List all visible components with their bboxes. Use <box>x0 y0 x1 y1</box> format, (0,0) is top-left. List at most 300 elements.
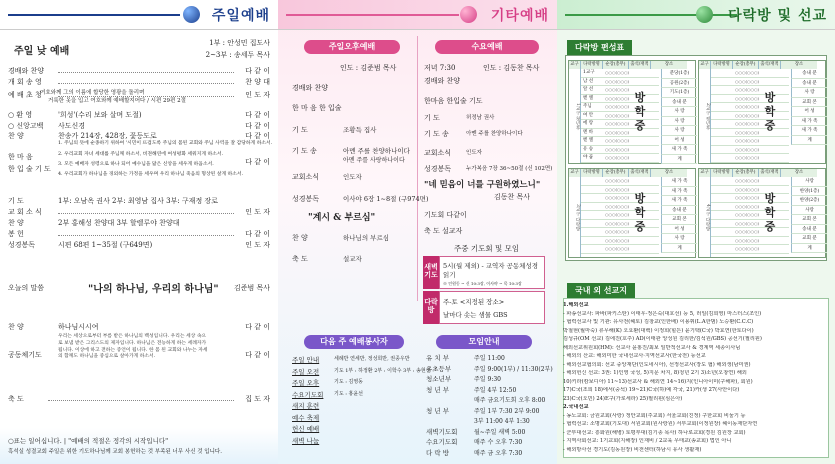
org-place: 어 성 <box>661 136 697 146</box>
mission-line: - 해외선교협의회: 선교 중앙재단(인도네시아), 선정선교사(장도 협) 해외생(남미권) <box>563 361 751 368</box>
right-item-label: 성경봉독 <box>424 165 452 173</box>
org-name: 멘 바 <box>583 129 594 135</box>
org-place: 기도(1층) <box>661 88 697 98</box>
org-place: 어 성 <box>661 225 697 235</box>
left-item-label: 성경봉독 <box>292 195 320 203</box>
footer-2: 흑석실 성결교회 주일은 위한 기도하나님께 교회 봉헌하는 것 부족된 너무 사신 것 입니다. <box>8 449 222 455</box>
org-header-cell: 장소 <box>651 169 687 177</box>
right-item-label: 한마음 한입술 기도 <box>424 97 483 105</box>
org-place: 사 랑 <box>661 107 697 117</box>
pray-4: 4. 우리교회가 하나님을 경외하는 가정을 세우며 우리 하나님 죽음의 형상된 살게 하소서. <box>58 172 244 177</box>
org-row <box>581 103 659 112</box>
org-row <box>581 95 659 104</box>
org-place: 새 가 족 <box>661 196 697 206</box>
meeting-time: 매주 금 오후 7:30 <box>474 449 523 457</box>
org-place: 어 성 <box>791 107 827 117</box>
meeting-time: 주일 4부 12:50 <box>474 386 517 394</box>
right-item-label: 기 도 송 <box>424 130 449 138</box>
right-item-label: 기 도 <box>424 114 440 122</box>
pray-2: 2. 우리교회 자녀 세대를 주님께 하소서, 비젼해연에 여성평화 세워지게 하소서. <box>58 152 223 157</box>
item-middle: '희성'(수리 보와 살며 도절) <box>58 111 142 119</box>
resp-label: 찬 양 <box>8 323 24 331</box>
dotline <box>58 235 234 236</box>
org-row <box>711 203 789 212</box>
org-row <box>711 154 789 163</box>
mission-line: 해외선교위원회(HM): 선교사 윤홍진/최보 일반적선교사 & 경계역 세종이사님 <box>563 344 741 351</box>
org-leader: ○○○(○○○) <box>735 112 760 118</box>
org-name: 1교구 <box>583 70 595 75</box>
sermon-by: 김준범 목사 <box>233 284 270 292</box>
org-leader: ○○○(○○○) <box>735 246 760 251</box>
org-leader: ○○○(○○○) <box>735 186 760 192</box>
org-place: 계 <box>791 136 827 146</box>
dawn-sub: ※ 인원동 ~ 신 10:3장, 이사야 ~ 목 10:3장 <box>443 281 522 286</box>
org-name: 주님 <box>583 104 592 109</box>
vacation-label: 방학중 <box>634 91 646 132</box>
divider <box>417 36 418 301</box>
org-leader: ○○○(○○○) <box>605 178 630 183</box>
org-name: 에 랑 <box>583 121 594 126</box>
org-place: 송내 분 <box>791 79 827 89</box>
org-place: 송내 분 <box>661 206 697 216</box>
left-item-value: 설교자 <box>343 255 362 263</box>
org-row <box>581 245 659 254</box>
org-place: 사 랑 <box>661 126 697 136</box>
org-row <box>581 120 659 129</box>
right-lead: 인도 : 김동찬 목사 <box>483 64 540 72</box>
item-right: 다 같 이 <box>245 132 270 140</box>
server-role: 헌신 예배 <box>292 425 320 433</box>
org-header-cell: 출석/재적 <box>759 169 781 177</box>
right-item-value: 누가복음 7장 36~50절 (신 102면) <box>466 166 553 172</box>
org-place: 교회 분 <box>791 234 827 244</box>
panel-header <box>557 0 835 30</box>
org-header-cell: 순장(총무) <box>603 61 629 69</box>
left-prayer2: 아멘 주를 사랑하나이다 <box>343 157 405 164</box>
left-item-label: 한 마 음 한 입술 <box>292 104 342 112</box>
org-leader: ○○○(○○○) <box>605 195 630 200</box>
sermon-label: 오늘의 말씀 <box>8 284 45 292</box>
org-table <box>565 55 827 261</box>
org-place: 계 <box>791 244 827 254</box>
meeting-group: 다 락 방 <box>426 448 449 457</box>
mission-line: 10)키라(캄보디아) 11~13)선교사 & 해외연 14~16)지(인니아이미(구해파), 회원) <box>563 378 753 385</box>
org-row <box>711 220 789 229</box>
meeting-time: 주일 9:30 <box>474 376 501 383</box>
header-bar <box>8 14 180 16</box>
header-bar <box>286 14 459 16</box>
org-leader: ○○○(○○○) <box>735 146 760 152</box>
org-row <box>581 194 659 203</box>
globe-icon <box>460 6 477 23</box>
mission-line: - 군부대선교: 흥화원(해병) 토평부대(김기종 목사) 하나로교회(경원 김원장 교회) <box>563 429 746 436</box>
left-lead: 인도 : 김준범 목사 <box>340 64 397 72</box>
org-row <box>581 237 659 246</box>
blessing-by: 집 도 자 <box>245 395 270 403</box>
right-sermon-by: 김동찬 목사 <box>494 193 531 201</box>
org-leader: ○○○(○○○) <box>735 229 760 234</box>
org-row <box>581 78 659 87</box>
mission-line: 2.국내선교 <box>563 404 589 410</box>
panel-title: 기타예배 <box>490 8 549 24</box>
server-role: 주일 오전 <box>292 367 320 376</box>
org-leader: ○○○(○○○) <box>735 220 760 226</box>
org-row <box>581 86 659 95</box>
org-place: 사 랑 <box>661 117 697 127</box>
org-name: 남 선 <box>583 78 594 84</box>
meeting-time: 3부 11:00 4부 1:30 <box>474 418 530 425</box>
org-header-cell: 순장(총무) <box>603 169 629 177</box>
server-role: 새벽 나눔 <box>292 436 320 445</box>
org-row <box>711 86 789 95</box>
org-block <box>698 60 826 164</box>
server-role: 새지 훈련 <box>292 402 320 410</box>
item-label: 봉 헌 <box>8 230 24 238</box>
tag-darakbang: 다락방 <box>423 291 439 324</box>
org-block <box>568 168 696 258</box>
server-role: 수요기도회 <box>292 390 324 399</box>
right-item-value: 아멘 주를 찬양하나이다 <box>466 131 523 137</box>
resp-by: 다 같 이 <box>245 323 270 331</box>
org-row <box>581 69 659 78</box>
org-row <box>711 78 789 87</box>
left-item-label: 축 도 <box>292 255 308 263</box>
org-row <box>711 186 789 195</box>
org-block <box>698 168 826 258</box>
vacation-label: 방학중 <box>764 91 776 132</box>
mission-line: - 해외의 산교: 해외미한 국내선교사·지역선교사(한국전) 등선교 <box>563 353 706 359</box>
org-leader: ○○○(○○○) <box>605 129 630 135</box>
org-header-cell: 장소 <box>651 61 687 69</box>
org-leader: ○○○(○○○) <box>605 237 630 243</box>
org-place: 새 가 족 <box>661 177 697 187</box>
footer-1: ○표는 일어십니다. | "예배의 적절은 정각의 시작입니다" <box>8 437 169 445</box>
item-middle: 찬송가 214장, 428장, 꽃등도로 <box>58 132 157 140</box>
org-place: 새 가 족 <box>791 126 827 136</box>
mission-line: 박철현(월마숙) 류무해(K) 오요환(대백) 이정희(힐든) 윤기택(C국) 박효연(한토다이) <box>563 327 754 334</box>
tag-dawn: 새벽기도 <box>423 256 439 289</box>
darakbang-sub: 날마다 솟는 샘물 GBS <box>443 311 508 319</box>
item-label: 예 배 초 청 <box>8 91 42 99</box>
hanmadi2: 한 입 술 기 도 <box>8 165 51 173</box>
org-header-cell: 순장(총무) <box>733 61 759 69</box>
mission-line: - 농노교회: 금원교회(사랑) 정안교회(주교회) 서울교회(진정) 구한교회 비둘기 등 <box>563 412 746 419</box>
panel-header <box>0 0 278 30</box>
weekday-title: 주중 기도회 및 모임 <box>454 244 520 253</box>
right-bless: 축 도 설교자 <box>424 227 463 235</box>
org-row <box>711 120 789 129</box>
item-right: 인 도 자 <box>245 91 270 99</box>
org-leader: ○○○(○○○) <box>735 178 760 183</box>
mission-line: 23)C국(오민) 24)E구(가로세라) 25)필리핀(심은아) <box>563 395 683 402</box>
item-label: ○ 신앙고백 <box>8 122 44 130</box>
org-leader: ○○○(○○○) <box>605 229 630 234</box>
org-place: 교회 본 <box>791 98 827 108</box>
org-row <box>711 69 789 78</box>
org-tag: 다락방 편성표 <box>567 40 632 55</box>
org-leader: ○○○(○○○) <box>605 78 630 84</box>
item-right: 찬 양 대 <box>245 78 270 86</box>
server-role: 예수 축제 <box>292 413 320 422</box>
dotline <box>58 213 234 214</box>
item-middle: 시편 68편 1~35절 (구649면) <box>58 241 153 249</box>
org-row <box>711 228 789 237</box>
dotline-bless <box>48 400 234 401</box>
left-item-label: 기 도 <box>292 126 308 134</box>
item-label: 성경봉독 <box>8 241 36 249</box>
left-item-value: 이사야 6장 1~8절 (구974면) <box>343 195 429 203</box>
item-right: 다 같 이 <box>245 67 270 75</box>
meeting-group: 수요기도회 <box>426 438 458 446</box>
org-place: 교회 본 <box>661 215 697 225</box>
org-row <box>711 103 789 112</box>
panel-header <box>278 0 557 30</box>
panel-other-services <box>278 0 557 464</box>
left-item-label: 경배와 찬양 <box>292 84 329 92</box>
org-header-cell: 출석/재적 <box>629 169 651 177</box>
org-header-cell: 다락방명 <box>581 169 603 177</box>
org-row <box>711 194 789 203</box>
org-leader: ○○○(○○○) <box>605 95 630 101</box>
org-leader: ○○○(○○○) <box>605 70 630 75</box>
org-header-cell: 다락방명 <box>711 61 733 69</box>
org-name: 야 곱 <box>583 155 594 160</box>
org-row <box>581 211 659 220</box>
org-group: 1교구 청년부 <box>569 69 581 163</box>
item-middle: 사도신경 <box>58 122 86 130</box>
org-leader: ○○○(○○○) <box>605 220 630 226</box>
org-row <box>581 137 659 146</box>
org-leader: ○○○(○○○) <box>605 104 630 109</box>
org-header-cell: 장소 <box>781 169 817 177</box>
meeting-time: 주일 1부 7:30 2부 9:00 <box>474 407 540 415</box>
server-role: 주일 오후 <box>292 379 320 387</box>
org-row <box>711 245 789 254</box>
org-row <box>711 177 789 186</box>
org-place: 교회 본 <box>791 215 827 225</box>
meeting-time: 월~주일 새벽 5:00 <box>474 428 526 436</box>
org-leader: ○○○(○○○) <box>605 186 630 192</box>
org-leader: ○○○(○○○) <box>735 78 760 84</box>
org-header-cell: 교구 <box>699 169 711 177</box>
org-place: 분당(1층) <box>661 69 697 79</box>
org-row <box>711 112 789 121</box>
vacation-label: 방학중 <box>634 192 646 233</box>
box-darakbang <box>439 291 545 324</box>
org-header-cell: 교구 <box>569 61 581 69</box>
org-place: 사랑 <box>791 177 827 187</box>
meeting-group: 유 치 부 <box>426 354 449 362</box>
org-leader: ○○○(○○○) <box>735 121 760 126</box>
org-group: 3교구 다락방 <box>569 177 581 257</box>
org-header-cell: 출석/재적 <box>629 61 651 69</box>
org-leader: ○○○(○○○) <box>735 195 760 200</box>
item-label: 경배와 찬양 <box>8 67 45 75</box>
org-place: 송내 분 <box>791 225 827 235</box>
org-leader: ○○○(○○○) <box>735 70 760 75</box>
org-place: 한양(1층) <box>791 187 827 197</box>
org-header-cell: 다락방명 <box>711 169 733 177</box>
org-place: 사랑 <box>791 206 827 216</box>
org-leader: ○○○(○○○) <box>735 87 760 92</box>
org-leader: ○○○(○○○) <box>735 104 760 109</box>
org-place: 계 <box>661 244 697 254</box>
org-place: 한양(2층) <box>791 196 827 206</box>
org-header-cell: 다락방명 <box>581 61 603 69</box>
mission-line: - 지역사회선교: 1기교회(지해장) 인재비 / 2교육 우태교(송교회) 법인 아니 <box>563 438 732 444</box>
org-place: 사 랑 <box>791 88 827 98</box>
org-leader: ○○○(○○○) <box>735 237 760 243</box>
invite-a: 여호와께 그의 이름에 합당한 영광을 돌리며 <box>40 90 145 96</box>
right-item-label: 경배와 찬양 <box>424 77 461 85</box>
left-item-value: 조황득 집사 <box>343 126 377 134</box>
darakbang-text: 주-토 <지정된 장소> <box>443 298 505 306</box>
item-right: 다 같 이 <box>245 230 270 238</box>
org-place: 사 랑 <box>661 234 697 244</box>
mission-line: - 협력선교: 소명교회(기도대) 서원교회(원사랑원) 서부교회(이정원장) 헤이동재단자연 <box>563 421 758 427</box>
org-row <box>711 129 789 138</box>
org-header-cell: 출석/재적 <box>759 61 781 69</box>
meeting-time: 주일 11:00 <box>474 355 505 362</box>
item-right: 인 도 자 <box>245 208 270 216</box>
item-right: 인 도 자 <box>245 241 270 249</box>
org-row <box>711 146 789 155</box>
org-row <box>581 112 659 121</box>
panel-sunday-service <box>0 0 278 464</box>
mission-tag: 국내 외 선교지 <box>567 283 635 298</box>
left-item-label: 찬 양 <box>292 234 308 242</box>
org-leader: ○○○(○○○) <box>605 121 630 126</box>
time-2: 2~3부 : 송세두 목사 <box>205 51 270 59</box>
org-header-cell: 장소 <box>781 61 817 69</box>
meeting-group: 유초등부 <box>426 364 452 373</box>
pray-by: 다 같 이 <box>245 351 270 359</box>
right-item-label: 교회소식 <box>424 149 452 157</box>
panel-darakbang-mission <box>557 0 835 464</box>
org-leader: ○○○(○○○) <box>735 129 760 135</box>
pill-meetings: 모임안내 <box>436 335 532 349</box>
pill-wednesday: 수요예배 <box>435 40 539 54</box>
left-item-value: 아멘 주를 찬양하나이다 <box>343 147 410 155</box>
item-middle: 2부 홍해성 찬양대 3부 할렐루야 찬양대 <box>58 219 180 227</box>
org-leader: ○○○(○○○) <box>605 138 630 143</box>
meeting-group: 청소년부 <box>426 375 452 383</box>
org-leader: ○○○(○○○) <box>735 138 760 143</box>
dotline <box>58 72 234 73</box>
dotline <box>58 83 234 84</box>
hanmadi-by: 다 같 이 <box>245 158 270 166</box>
mission-line: 김성규(OM 선교) 김에진(호주) AD(이태관 앙성원 김리한/김석원/GBS) 공선기(필리핀) <box>563 336 762 342</box>
server-names: 기도 1부 : 하정환 2부 : 이학수 3부 : 송현진 <box>334 367 431 374</box>
prayer-text: 우리는 세상으로부터 부름 받은 하나님의 백성입니다. 우리는 세상 속으로 보냄 받은 그리스도의 제자입니다. 하나님은 전능하게 하는 세례자가 됩니다. 이상에 하고 전하는 증언이 됩니다. 한 몸 된 교회와 나누는 자세의 함께도 하나님을 중심으로 살아가게 하소서. <box>58 334 208 360</box>
hanmadi: 한 마 음 <box>8 153 33 161</box>
org-leader: ○○○(○○○) <box>735 203 760 209</box>
service-title: 주일 낮 예배 <box>14 46 70 57</box>
item-label: 기 도 <box>8 197 24 205</box>
server-names: 세례반 연세반, 정성희반, 권종우반 <box>334 356 410 362</box>
org-row <box>711 237 789 246</box>
mission-line: 1.해외선교 <box>563 302 589 308</box>
org-row <box>711 137 789 146</box>
right-item-value: 허정남 권사 <box>466 115 495 121</box>
org-row <box>581 186 659 195</box>
footer-band <box>0 428 278 464</box>
org-name: 알 선 <box>583 87 594 92</box>
org-row <box>581 220 659 229</box>
org-header-cell: 순장(총무) <box>733 169 759 177</box>
server-names: 기도 : 김영동 <box>334 379 364 385</box>
org-group: 2교구 정년부 <box>699 69 711 163</box>
server-names: 기도 : 홍윤선 <box>334 390 364 397</box>
org-row <box>581 177 659 186</box>
left-item-label: 교회소식 <box>292 173 320 181</box>
time-1: 1부 : 안성민 집도사 <box>209 39 270 47</box>
item-label: ○ 환 영 <box>8 111 33 119</box>
pill-sunday-pm: 주일오후예배 <box>304 40 400 54</box>
invite-b: 거룩한 옷을 입고 여호와께 예배할지어다 / 시편 29편 2절 <box>48 98 186 104</box>
pill-servers: 다음 주 예배봉사자 <box>304 335 404 349</box>
panel-title: 주일예배 <box>211 8 270 24</box>
org-leader: ○○○(○○○) <box>605 246 630 251</box>
dawn-text: 5시(월 제외) - 교역자 공동체성경읽기 <box>443 262 539 279</box>
org-name: 벧 엘 <box>583 95 594 101</box>
vacation-label: 방학중 <box>764 192 776 233</box>
org-leader: ○○○(○○○) <box>735 95 760 101</box>
org-place: 송내 분 <box>791 69 827 79</box>
pray-1: 1. 주님의 뜻에 순종하기 위하여 '시민이 뜨겁도록 주님의 몸된 교회와 주님 사역을 잘 감당하게 하소서. <box>58 141 273 146</box>
mission-line: 17)C국(조희 18)에서(중석) 19~21)C국(하)예 각국, 21)카(생 27(사안이다) <box>563 387 740 393</box>
org-name: 여 안 <box>583 112 594 118</box>
server-role: 주일 안내 <box>292 356 320 364</box>
sermon-title: "나의 하나님, 우리의 하나님" <box>88 284 219 295</box>
org-place: 새 가 족 <box>661 145 697 155</box>
mission-line: - 파송선교사: 파바(파키스탄) 이태우·정은숙(대호선) 등 5, 러일(김희영) 마스터스(조인) <box>563 310 762 317</box>
left-item-value: 하나님의 부르심 <box>343 234 390 242</box>
org-place: 새 가 족 <box>661 187 697 197</box>
org-leader: ○○○(○○○) <box>605 212 630 217</box>
org-leader: ○○○(○○○) <box>735 155 760 160</box>
org-place: 공원(2층) <box>661 79 697 89</box>
org-leader: ○○○(○○○) <box>605 112 630 118</box>
left-sermon: "계시 & 부르심" <box>308 213 376 223</box>
org-leader: ○○○(○○○) <box>735 212 760 217</box>
org-place: 새 가 족 <box>791 117 827 127</box>
org-row <box>711 211 789 220</box>
org-row <box>581 129 659 138</box>
meeting-time: 매주 수 오후 7:30 <box>474 439 523 446</box>
blessing-label: 축 도 <box>8 395 24 403</box>
meeting-time: 주일 9:00(1부) / 11:30(2부) <box>474 365 553 373</box>
meeting-group: 새벽기도회 <box>426 427 458 436</box>
item-label: 찬 양 <box>8 219 24 227</box>
org-leader: ○○○(○○○) <box>605 146 630 152</box>
mission-line: - 협력선교사 및 기관: 유사전(헤토) 김창교(인한배) 이용휘(L.A한범) 노승환(C.C.C) <box>563 319 754 325</box>
item-right: 다 같 이 <box>245 122 270 130</box>
panel-title: 다락방 및 선교 <box>728 8 827 24</box>
org-row <box>581 146 659 155</box>
right-time: 저녁 7:30 <box>424 64 456 72</box>
pray-3: 3. 모든 예배자 성령으로 하나 되어 예수님을 닮은 신앙을 세우게 하옵소서. <box>58 162 214 167</box>
org-name: 벧 엘 <box>583 138 594 143</box>
org-block <box>568 60 696 164</box>
item-label: 찬 양 <box>8 132 24 140</box>
mission-line: - 해외방사선 경기도(김동원장) 비전센터(하남시 유사 생활재) <box>563 446 702 453</box>
meeting-time: 매주 금요기도회 오후 8:00 <box>474 397 546 404</box>
right-prayer: 기도회 다같이 <box>424 211 467 219</box>
org-group: 4교구 다락방 <box>699 177 711 257</box>
pray-label: 공동체기도 <box>8 351 42 359</box>
resp-title: 하나님시시여 <box>58 323 99 331</box>
